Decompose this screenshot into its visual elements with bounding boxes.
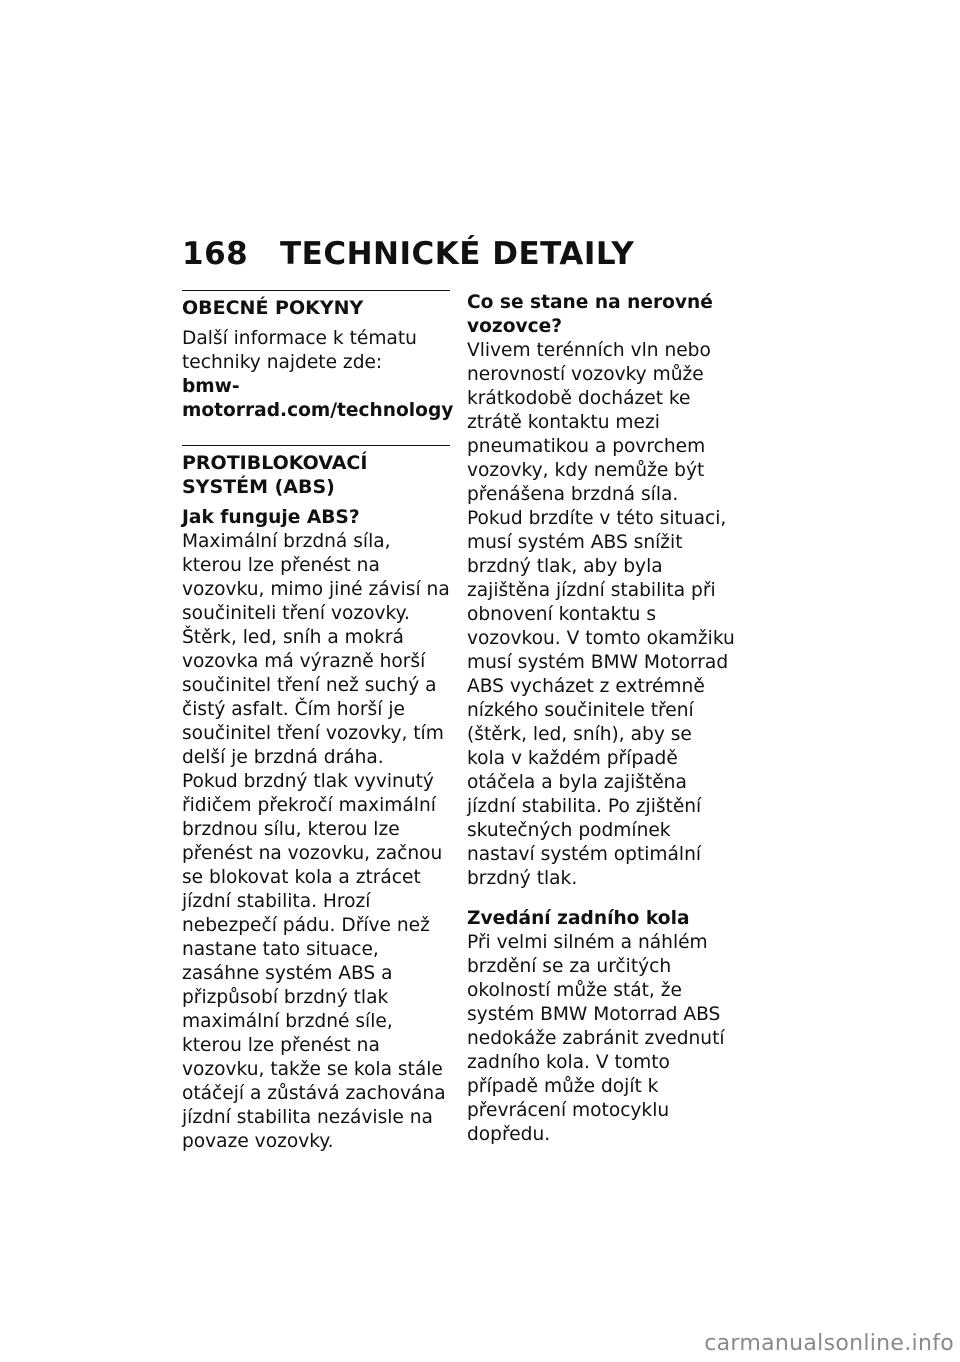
page-number: 168: [182, 236, 249, 272]
subhead-how-abs-works: Jak funguje ABS?: [182, 507, 360, 528]
subhead-rear-wheel-lift: Zvedání zadního kola: [467, 908, 690, 929]
section-title-general: OBECNÉ POKYNY: [182, 290, 450, 320]
technology-url[interactable]: bmw-motorrad.com/technology: [182, 376, 454, 421]
general-text: Další informace k tématu techniky najdete zde:: [182, 328, 417, 373]
subhead-uneven-road: Co se stane na nerovné vozovce?: [467, 292, 713, 337]
abs-paragraph-2: Pokud brzdný tlak vyvinutý řidičem překročí maximální brzdnou sílu, kterou lze přenést na vozovku, začnou se blokovat kola a ztrácet jízdní stabilita. Hrozí nebezpečí pádu. Dříve než nastane tato situace, zasáhne systém ABS a přizpůsobí brzdný tlak maximální brzdné síle, kterou lze přenést na vozovku, takže se kola stále otáčejí a zůstává zachována jízdní stabilita nezávisle na povaze vozovky.: [182, 771, 446, 1152]
left-column: [182, 290, 454, 1154]
page-header: [182, 236, 634, 272]
page-title: TECHNICKÉ DETAILY: [280, 236, 635, 272]
uneven-road-paragraph: Vlivem terénních vln nebo nerovností vozovky může krátkodobě docházet ke ztrátě kontaktu mezi pneumatikou a povrchem vozovky, kdy nemůže být přenášena brzdná síla. Pokud brzdíte v této situaci, musí systém ABS snížit brzdný tlak, aby byla zajištěna jízdní stabilita při obnovení kontaktu s vozovkou. V tomto okamžiku musí systém BMW Motorrad ABS vycházet z extrémně nízkého součinitele tření (štěrk, led, sníh), aby se kola v každém případě otáčela a byla zajištěna jízdní stabilita. Po zjištění skutečných podmínek nastaví systém optimální brzdný tlak.: [467, 340, 735, 889]
right-column: [467, 291, 735, 1147]
section-title-abs: PROTIBLOKOVACÍ SYSTÉM (ABS): [182, 445, 450, 499]
rear-wheel-lift-paragraph: Při velmi silném a náhlém brzdění se za určitých okolností může stát, že systém BMW Motorrad ABS nedokáže zabránit zvednutí zadního kola. V tomto případě může dojít k převrácení motocyklu dopředu.: [467, 932, 725, 1145]
watermark: carmanualsonline.info: [704, 1331, 954, 1356]
abs-paragraph-1: Maximální brzdná síla, kterou lze přenést na vozovku, mimo jiné závisí na součiniteli tření vozovky. Štěrk, led, sníh a mokrá vozovka má výrazně horší součinitel tření než suchý a čistý asfalt. Čím horší je součinitel tření vozovky, tím delší je brzdná dráha.: [182, 531, 450, 768]
